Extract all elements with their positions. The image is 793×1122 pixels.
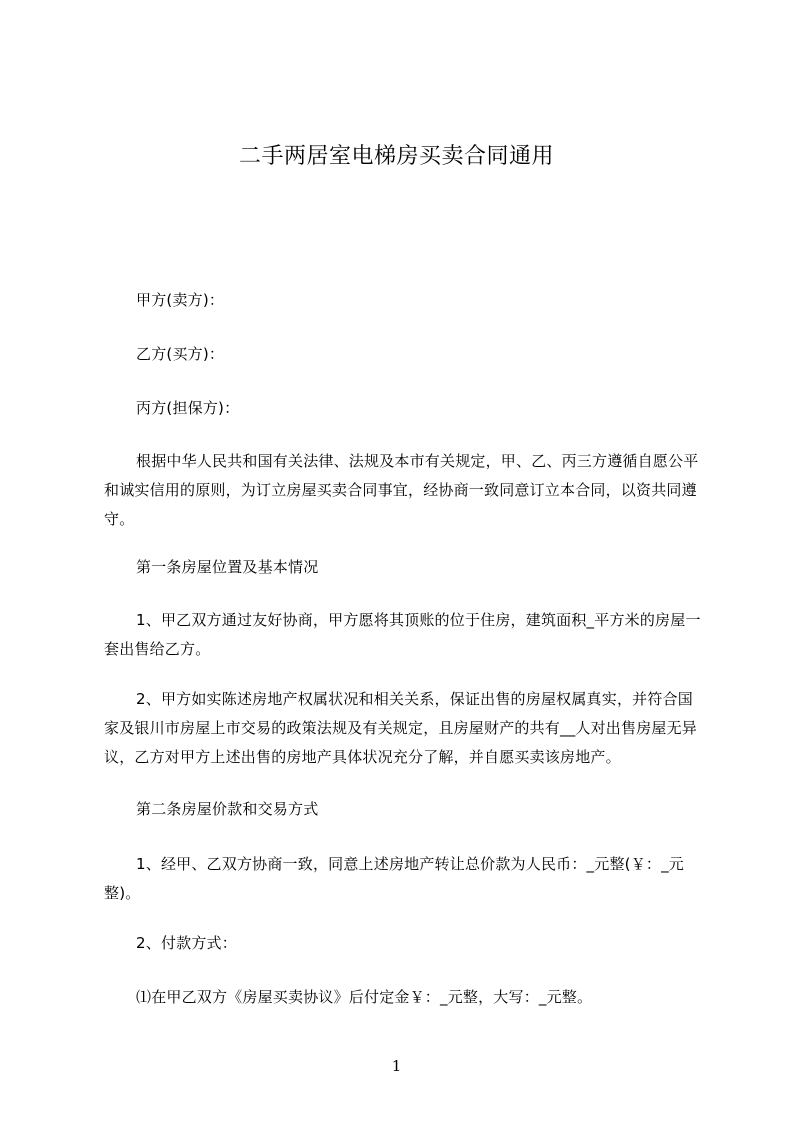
page-number: 1 (391, 1057, 402, 1075)
article-2-heading: 第二条房屋价款和交易方式 (136, 800, 319, 818)
article-1-heading: 第一条房屋位置及基本情况 (136, 558, 319, 576)
preamble-paragraph: 根据中华人民共和国有关法律、法规及本市有关规定，甲、乙、丙三方遵循自愿公平和诚实信用的原则，为订立房屋买卖合同事宜，经协商一致同意订立本合同，以资共同遵守。 (104, 452, 699, 528)
article-1-item-1: 1、甲乙双方通过友好协商，甲方愿将其顶账的位于住房，建筑面积_平方米的房屋一套出售给乙方。 (104, 611, 701, 658)
article-1-item-2: 2、甲方如实陈述房地产权属状况和相关关系，保证出售的房屋权属真实，并符合国家及银川市房屋上市交易的政策法规及有关规定，且房屋财产的共有__人对出售房屋无异议，乙方对甲方上述出售的房地产具体状况充分了解，并自愿买卖该房地产。 (104, 690, 698, 766)
article-2-item-2: 2、付款方式： (136, 934, 237, 952)
party-c-line: 丙方(担保方)： (136, 399, 240, 417)
party-a-line: 甲方(卖方)： (136, 291, 225, 309)
article-2-item-2-sub-1: ⑴在甲乙双方《房屋买卖协议》后付定金￥：_元整，大写：_元整。 (136, 988, 593, 1006)
article-2-item-1: 1、经甲、乙双方协商一致，同意上述房地产转让总价款为人民币：_元整(￥：_元整)。 (104, 855, 684, 902)
party-b-line: 乙方(买方)： (136, 345, 225, 363)
document-title: 二手两居室电梯房买卖合同通用 (238, 144, 554, 169)
